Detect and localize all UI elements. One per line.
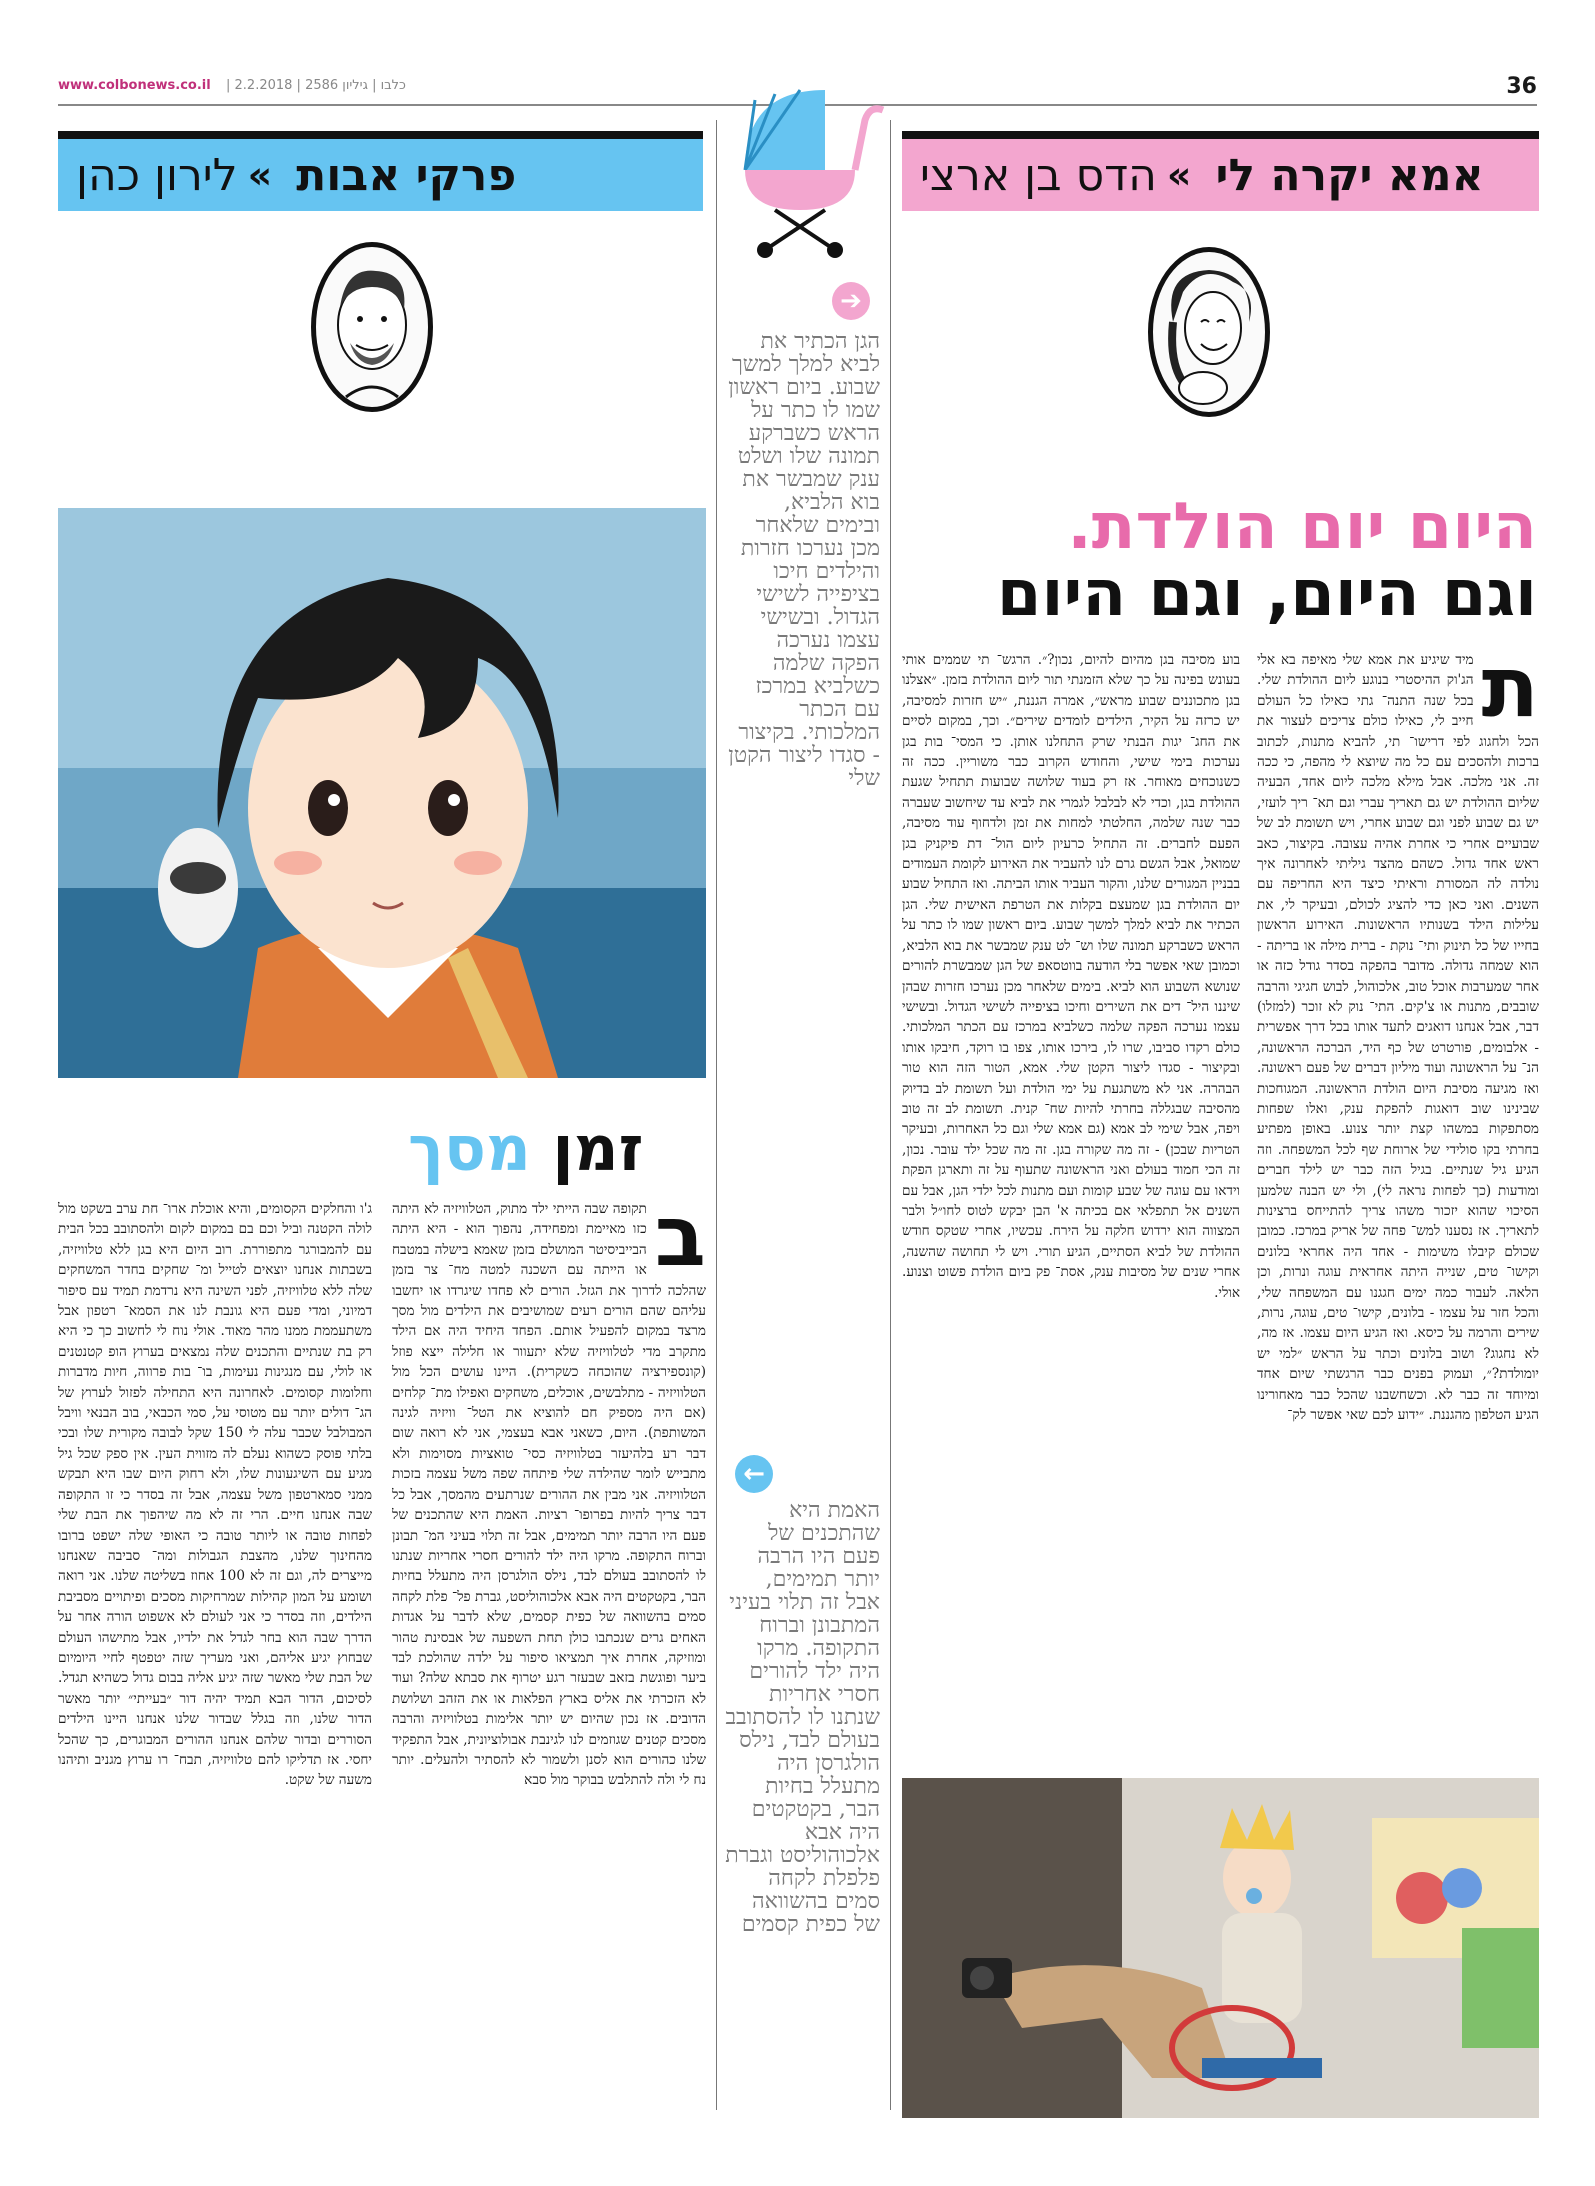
article-title — [408, 1112, 643, 1185]
site-url: www.colbonews.co.il — [58, 78, 211, 93]
banner-shadow — [58, 131, 703, 139]
arrow-left-icon: ← — [735, 1455, 773, 1493]
birthday-photo — [902, 1778, 1539, 2118]
article-column — [58, 1199, 372, 2159]
pull-quote: הגן הכתיר את לביא למלך למשך שבוע. ביום ראשון שמו לו כתר על הראש כשברקע תמונה שלו ושלט ענק שמבשר את בוא הלביא, ובימים שלאחר מכן נערכו חזרות והילדים חיכו בציפייה לשישי הגדול. ובשישי עצמו נערכה הפקה שלמה כשלביא במרכז עם הכתר המלכותי. בקיצור - סגדו ליצור הקטן שלי — [728, 329, 880, 791]
arrow-right-icon: ➔ — [832, 282, 870, 320]
column-text: ג'ו והחלקים הקסומים, והיא אוכלת ארו־ חת ערב בשקט מול לולה הקטנה וביל וכם בם במקום לקום ולהסתובב בכל הבית עם להמבורגר מתפוררת. רוב היום היא בגן ללא טלוויזיה, בשבתות אנחנו יוצאים לטייל ומ־ שחקים בחדר המשחקים שלה ללא טלוויזיה, לפני השינה היא נרדמת תמיד עם סיפור דמיוני, ומדי פעם היא גונבת לנו את הסמא־ רטפון אבל משתעממת ממנו מהר מאוד. אולי נוח לי לחשוב כך כי היא רק בת שנתיים והתכנים שלה נמצאים בערוץ הופ קטנטנים או לולי, עם מנגינות נעימות, בו־ בות פרווה, חיות מדברות וחלומות קסומים. לאחרונה היא התחילה לפזול לערוץ של הג־ דולים יותר עם מטוסי על, סמי הכבאי, בוב הבנאי וויבל המבולבל שכבר עלה לי 150 שקל לבובה מקורית שלו ובכי בלתי פוסק כשהוא נעלם לה מזווית העין. אין ספק שכל גיל מגיע עם השיגעונות שלו, ולא רחוק היום שבו היא תבקש ממני סמארטפון משל עצמה, אבל זה בסדר כי זו התקופה שבה אנחנו חיים. הרי זה לא מה שיהפוך את הבת שלי לפחות טובה או ליותר טובה כי האופי שלה ישפט ברובו מהחינוך שלנו, מהצבת הגבולות ומה־ סביבה שאנחנו מייצרים לה, וגם זה לא 100 אחוז בשליטה שלנו. אני רואה ושומע על המון קהילות שמרחיקות מסכים ופיתויים מסביבת הילדים, וזה בסדר כי אני לעולם לא אשפוט הורה אחר על הדרך שבה הוא בחר לגדל את ילדיו, אבל מתישהו העולם שבחוץ יגיע אליהם, ואני מעריך שזה יטפטף לחיי היומיום של הבת שלי מאשר שזה יגיע אליה בבום גדול כשהיא תגדל. לסיכום, הדור הבא תמיד יהיה דור ״בעייתי״ יותר מאשר הדור שלנו, וזה בגלל שבדור שלנו אנחנו היינו הילדים הסוררים ובדור שלהם אנחנו ההורים המבוגרים, כך שהכל יחסי. אז תדליקו להם טלוויזיה, תבח־ רו ערוץ מגניב ותיהנו משעה של שקט. — [58, 1201, 372, 1789]
left-banner-bar — [58, 139, 703, 211]
cartoon-image — [58, 508, 706, 1078]
issue-info: | כלבו | גיליון 2586 | 2.2.2018 — [226, 78, 406, 93]
column-name: פרקי אבות — [296, 149, 517, 201]
stroller-icon — [705, 60, 895, 264]
column-name: אמא יקרה לי — [1215, 149, 1484, 201]
right-column-banner — [902, 131, 1539, 211]
column-text: מיד שיגיע את אמא שלי מאיפה בא אלי הג'וק ההיסטרי בנוגע ליום ההולדת שלי. בכל שנה התנה־ גתי כאילו כל העולם חייב לי, כאילו כולם צריכים לעצור את הכל ולחגוג לפי דרישו־ תי, להביא מתנות, לכתוב ברכות ולהסכים עם כל מה שיוצא לי מהפה, כי ככה זה. אני מלכה. אבל מילא מלכה ליום אחד, הבעיה שליום ההולדת יש גם תאריך עברי וגם תא־ ריך לועזי, יש גם שבוע לפני וגם שבוע אחרי, ויש תשומת לב של שבועיים אחרי כי אחרת אהיה עצובה. בקיצור, כאב ראש אחד גדול. כשהם מהצד גיליתי לאחרונה איך נולדה לה המסורת וראיתי כיצד היא החריפה עם השנים. ואני כאן כדי להציג לכולם, ובעיקר לי, את עלילות הילד בשנותיו הראשונות. האירוע הראשון בחייו של כל תינוק ותי־ נוקת - ברית מילה או בריתה - הוא שמחה גדולה. מדובר בהפקה בסדר גודל כזה או אחר שמערבות אוכל טוב, אלכוהול, לבוש חגיגי והרבה שובבים, מתנות או צ'קים. התי־ נוק לא זוכר (למזלו) דבר, אבל אנחנו דואגים לתעד אותו בכל דרך אפשרית - אלבומים, פורטרט של כף היד, הברכה הראשונה, הנ־ על הראשונה ועוד מיליון דברים של פעם ראשונה. ואז מגיעה מסיבת היום הולדת הראשונה. המגוחכות שבינינו שוב דואגות להפקת ענק, ואלו שפחות מסתפקות במשהו קצת יותר צנוע. באופן מפתיע בחרתי בקו סולידי של ארוחת שף לכל המשפחה. וזה הגיע גיל שנתיים. בגיל הזה כבר יש לילד חברים ומודעות (כך לפחות נראה לי), ולי יש הבנה שלמען הסיכוי שהוא יזכור משהו צריך להתייחס ברצינות לתאריך. אז נסענו למש־ פחה של אריק במרכז. כמובן שכולם קיבלו משימות - אחד היה אחראי בלונים וקישו־ טים, שנייה היתה אחראית עוגה ונרות, וכן הלאה. לעבור כמה ימים חגגנו עם המשפחה שלי, והכל חזר על עצמו - בלונים, קישו־ טים, עוגה, נרות, שירים והרמה על כיסא. ואז הגיע היום עצמו. אז מה, לא נחגוג? ושוב בלונים וכתר על הראש ״למי יש יומולדת?״, ועמוק בפנים כבר הרגשתי שיום אחד ומיוחד זה כבר לא. וכשחשבנו שהכל כבר מאחורינו הגיע הטלפון מהגננת. ״ידוע לכם שאי אפשר לק־ — [1257, 652, 1539, 1424]
article-column — [902, 650, 1240, 1670]
left-column-banner — [58, 131, 703, 211]
separator-icon: » — [247, 153, 273, 197]
title-part-1: זמן — [552, 1112, 644, 1185]
column-author: לירון כהן — [76, 149, 238, 201]
column-divider — [890, 120, 891, 2110]
article-column — [1257, 650, 1539, 1710]
page-number: 36 — [1506, 74, 1537, 99]
author-portrait — [311, 242, 433, 412]
column-text: תקופה שבה הייתי ילד מתוק, הטלוויזיה לא היתה כזו מאיימת ומפחידה, נהפוך הוא - היא היתה הבייביסיטר המושלם בזמן שאמא בישלה במטבח או הייתה עם השכנה למטה מח־ צר בזמן שהלכה לדרוך את הגזל. הורים לא פחדו שיגרדו או יחשבו עליהם שהם הורים רעים שמושיבים את הילדים מול מסך מרצד במקום להפעיל אותם. הפחד היחיד היה אם הילד מתקרב מדי לטלוויזיה שלא יתעוור או חלילה ייצא פוזל (קונספירציה שהוכחה כשקרית). היינו עושים הכל מול הטלוויזיה - מתלבשים, אוכלים, משחקים ואפילו מת־ קלחים (אם היה מספיק חם להוציא את הטל־ וויזיה לגינה המשותפת). היום, כשאני אבא בעצמי, אני לא רואה שום דבר רע בלהיעזר בטלוויזיה כסי־ טואציות מסוימות ולא מתבייש לומר שהילדה שלי פיתחה שפה משל עצמה בזכות הטלוויזיה. אני מבין את ההורים שנרתעים מהמסך, אבל כל דבר צריך להיות בפרופו־ רציות. האמת היא שהתכנים של פעם היו הרבה יותר תמימים, אבל זה תלוי בעיני המ־ תבונן וברוח התקופה. מרקו היה ילד להורים חסרי אחריות שנתנו לו להסתובב בעולם לבד, נילס הולגרסן היה מתעלל בחיות הבר, בקטקטים היה אבא אלכוהוליסט, גברת פל־ פלת לקחה סמים בהשוואה של כפית קסמים, שלא לדבר על אגדות האחים גרים שנכתבו כולן תחת השפעה של אבסינת טהור ומוזיקה, אחרת איך תמציאו סיפור על ילדה שהולכת לבד ביער ופוגשת בזאב שבעזר רגע יטרוף את סבתא שלה? ועוד לא הזכרתי את אליס בארץ הפלאות או את הזהב ושלושת הדובים. אז נכון שהיום יש יותר אלימות בטלוויזיה והרבה מסכים קטנים שגוזמים לנו לגינבת אבולוציונית, אבל התפקיד שלנו כהורים הוא לסנן ולשמור לא להסתיר ולהעלים. יותר נח לי ולה להתלבש בבוקר מול סבא — [392, 1201, 706, 1789]
right-banner-bar — [902, 139, 1539, 211]
column-text: בוע מסיבה בגן מהיום להיום, נכון?״. הרגש־ תי שממים אותי בעונש בפינה על כך שלא הזמנתי תור ליום ההולדת בזמן. ״אצלנו בגן מתכוננים שבוע מראש״, אמרה הגננת, ״יש חזרות למסיבה, יש כרזה על הקיר, הילדים לומדים שירים״. וכך, במקום לסיים את החג־ יגות הבנתי שרק התחלנו אותן. כי המסי־ בות בגן נערכות בימי שישי, והחודש הקרוב כבר משוריין. ככה זה כשנוכחים מאוחר. אז רק בעוד שלושה שבועות תתחיל שגעת ההולדת בגן, וכדי לא לבלבל לגמרי את לביא עד שיחשוב שעברה כבר שנה שלמה, החלטתי למחות את זמן ולדחוף עוד מסיבה, הפעם לחברים. זה התחיל כרעיון ליום הול־ דת פיקניק בגן שמואל, אבל הגשם גרם לנו להעביר את האירוע לקומת העמודים בבניין המגורים שלנו, והקור העביר אותו הביתה. ואז התחיל שבוע יום ההולדת בגן שמעצם בקלות את הטרפת האישית שלי. הגן הכתיר את לביא למלך למשך שבוע. ביום ראשון שמו לו כתר על הראש כשברקע תמונה שלו וש־ לט ענק שמבשר את בוא הלביא, וכמובן שאי אפשר בלי הודעה בווטסאפ של הגן שמבשרת להורים שנושא השבוע הוא לביא. בימים שלאחר מכן נערכו חזרות שבהן שיננו היל־ דים את השירים וחיכו בציפייה לשישי הגדול. ובשישי עצמו נערכה הפקה שלמה כשלביא במרכז עם הכתר המלכותי. כולם רקדו סביבו, שרו לו, בירכו אותו, צפו בו רוקד, חיבקו אותו ובקיצור - סגדו ליצור הקטן שלי. אמא, הטור הזה הוא טור הבהרה. אני לא משתגעת על ימי הולדת ועל תשומת לב בדיוק מהסיבה שבגללה בחרתי להיות שח־ קנית. תשומת לב זה טוב ויפה, אבל שימי לב אמא (גם אמא שלי וגם כל האחרות, ובעיקר הטריות שבכן) - זה מה שקורה בגן. זה מה שכל ילד עובר. נכון, זה הכי חמוד בעולם ואני הראשונה שתעוף על זה ותארגן הפקת וידאו עם עוגה של שבע קומות ועם מתנות לכל ילדי הגן, אבל עם השנים אל תתפלאי אם בכיתה א' הבן יבקש לטוס לחו״ל ולבר המצווה הוא ירדוש חלקה על הירח. עכשיו, אחרי שטקס חודש ההולדת של לביא הסתיים, הגיע תורי. ויש לי תחושה שהשנה, אחרי שנים של מסיבות ענק, אסת־ פק ביום הולדת פשוט וצנוע. אולי. — [902, 652, 1240, 1301]
pull-quote: האמת היא שהתכנים של פעם היו הרבה יותר תמימים, אבל זה תלוי בעיני המתבונן וברוח התקופה. מרקו היה ילד להורים חסרי אחריות שנתנו לו להסתובב בעולם לבד, נילס הולגרסן היה מתעלל בחיות הבר, בקטקטים היה אבא אלכוהוליסט וגברת פלפלת לקחה סמים בהשוואה של כפית קסמים — [725, 1498, 880, 1937]
headline-line-1: היום יום הולדת. — [1067, 490, 1537, 564]
headline-line-2: וגם היום, וגם היום — [996, 557, 1537, 631]
article-column — [392, 1199, 706, 2159]
title-part-2: מסך — [408, 1112, 531, 1185]
column-divider — [716, 120, 717, 2110]
drop-cap: ת — [1481, 650, 1539, 736]
drop-cap: ב — [654, 1199, 706, 1285]
column-author: הדס בן ארצי — [920, 149, 1157, 201]
banner-shadow — [902, 131, 1539, 139]
separator-icon: » — [1166, 153, 1192, 197]
author-portrait — [1148, 247, 1270, 417]
